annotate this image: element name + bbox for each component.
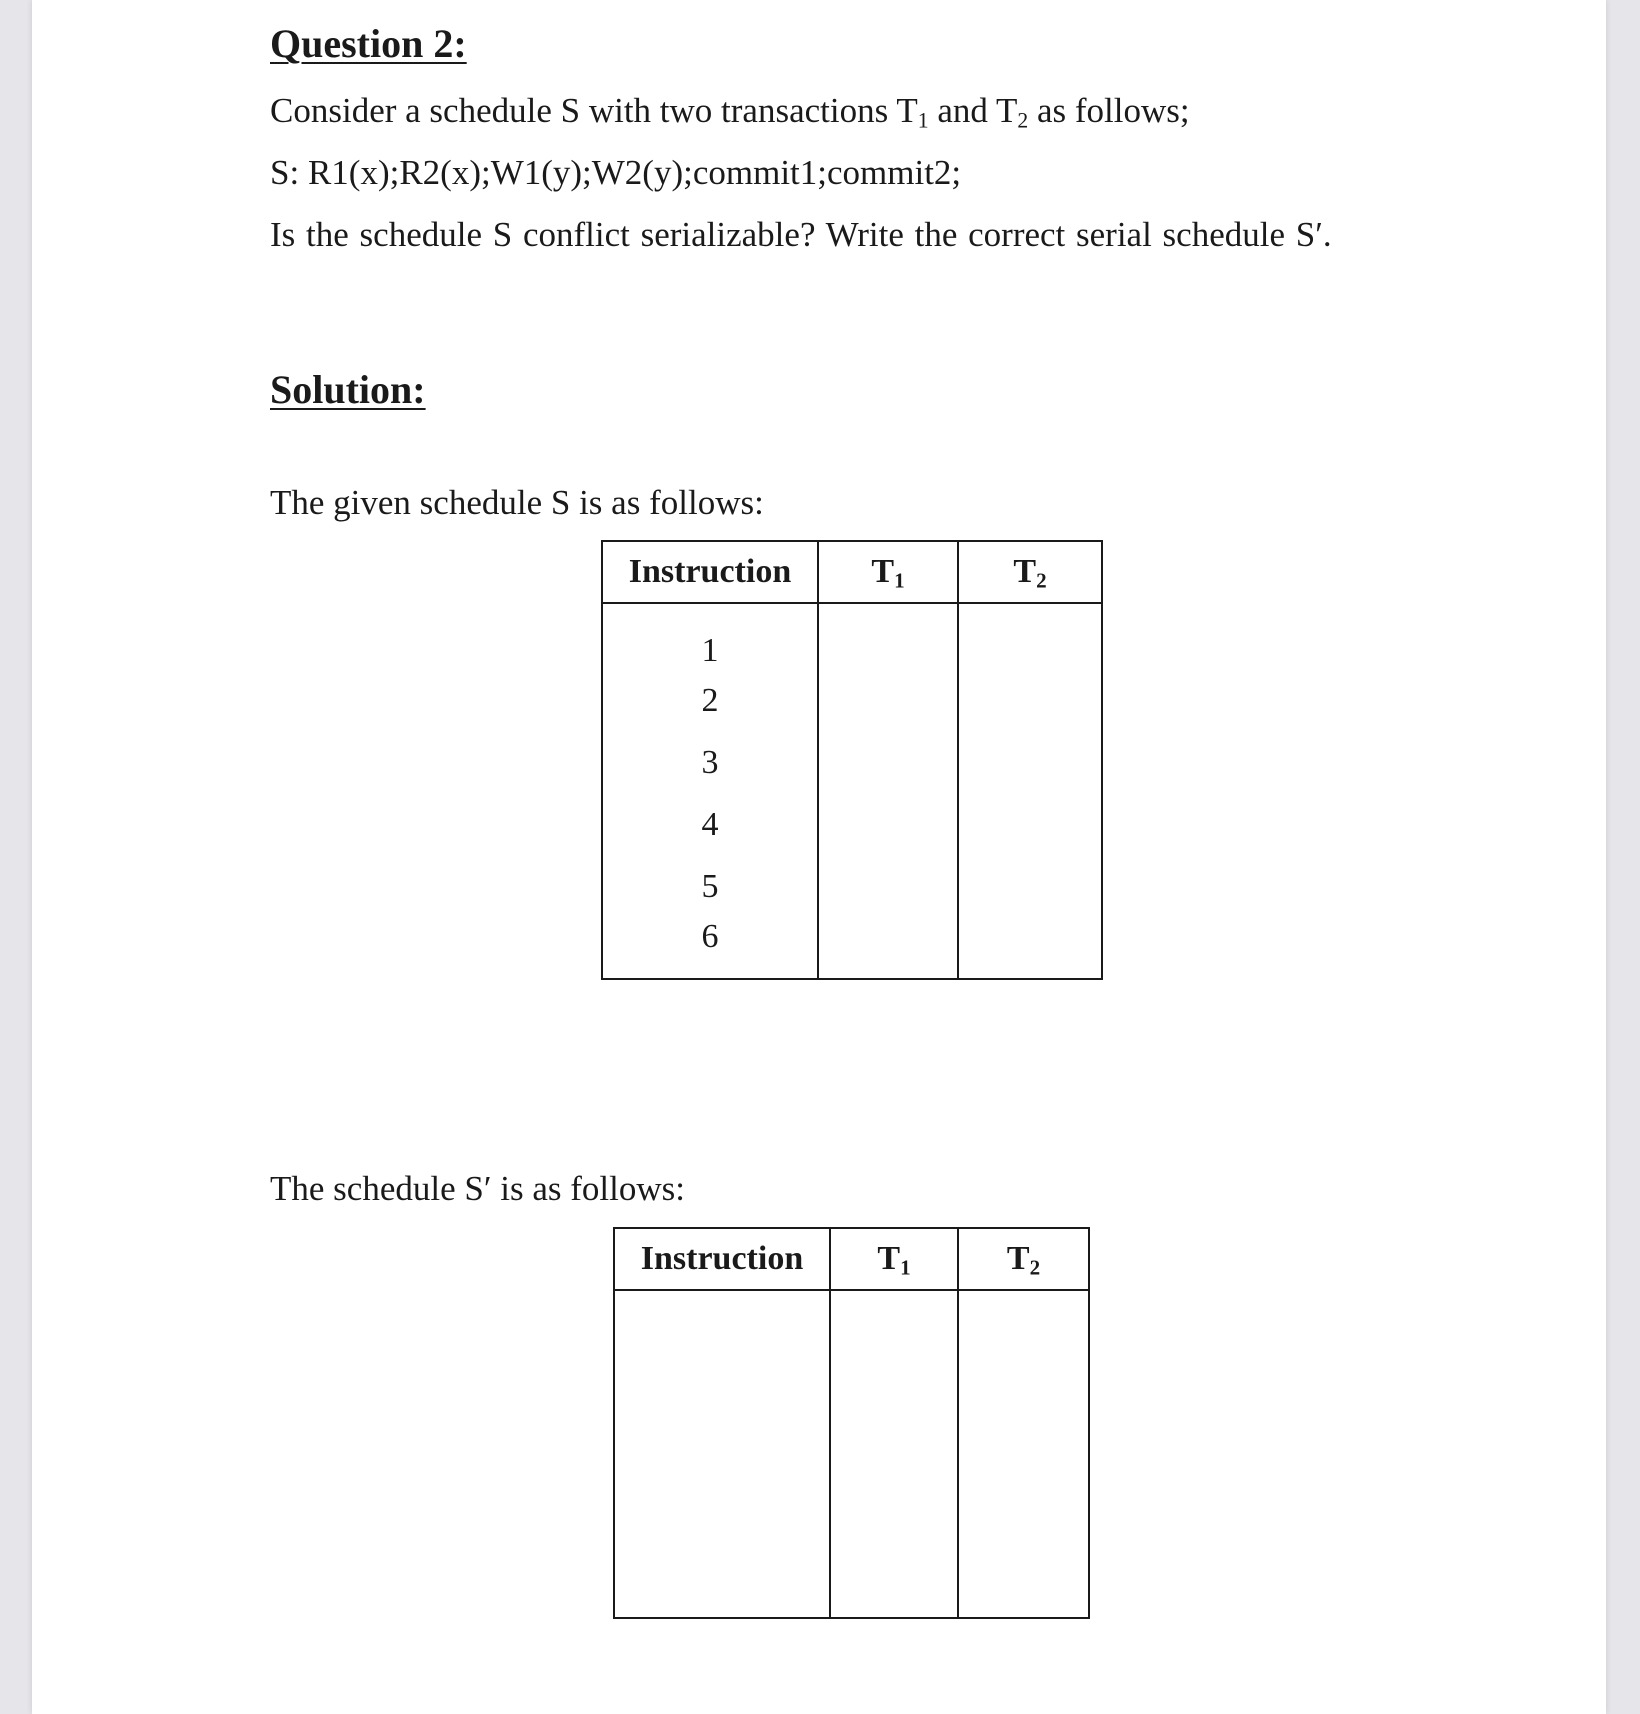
question-ask: Is the schedule S conflict serializable? Write the correct serial schedule S′. [270,215,1332,254]
t1-cell [818,918,958,979]
schedule-definition: S: R1(x);R2(x);W1(y);W2(y);commit1;commit2; [270,153,962,192]
t2-cell [958,603,1102,670]
t2-cell [958,1290,1089,1618]
given-schedule-table [601,540,1103,980]
table-row [602,670,1102,732]
t1-cell [818,794,958,856]
document-page [32,0,1606,1714]
instruction-number: 3 [602,732,818,794]
t1-cell [830,1290,958,1618]
table-row [602,918,1102,979]
header-t1: $T_1$ [830,1228,958,1290]
t1-subscript: 1 [917,108,929,133]
t2-cell [958,732,1102,794]
intro-text-1: Consider a schedule S with two transactions T [270,91,918,130]
question-heading: Question 2: [270,21,467,66]
serial-schedule-label: The schedule S′ is as follows: [270,1169,685,1208]
t1-cell [818,856,958,918]
table-row [602,603,1102,670]
t2-subscript: 2 [1017,108,1029,133]
instruction-cell [614,1290,830,1618]
header-t2: $T_2$ [958,541,1102,603]
given-schedule-label: The given schedule S is as follows: [270,483,764,522]
header-instruction: Instruction [614,1228,830,1290]
instruction-number: 6 [602,918,818,979]
t1-cell [818,603,958,670]
instruction-number: 4 [602,794,818,856]
t2-cell [958,918,1102,979]
t1-cell [818,670,958,732]
intro-text-2: and T [928,91,1018,130]
table-row [602,732,1102,794]
table-row [602,856,1102,918]
intro-text-3: as follows; [1028,91,1190,130]
t2-cell [958,794,1102,856]
solution-heading: Solution: [270,367,426,412]
question-intro [270,88,1190,133]
header-t1: $T_1$ [818,541,958,603]
instruction-number: 1 [602,603,818,670]
instruction-number: 5 [602,856,818,918]
t2-cell [958,856,1102,918]
table-header-row [602,541,1102,603]
table-header-row [614,1228,1089,1290]
t1-cell [818,732,958,794]
instruction-number: 2 [602,670,818,732]
t2-cell [958,670,1102,732]
table-row [614,1290,1089,1618]
serial-schedule-table [613,1227,1090,1619]
table-row [602,794,1102,856]
header-t2: $T_2$ [958,1228,1089,1290]
header-instruction: Instruction [602,541,818,603]
